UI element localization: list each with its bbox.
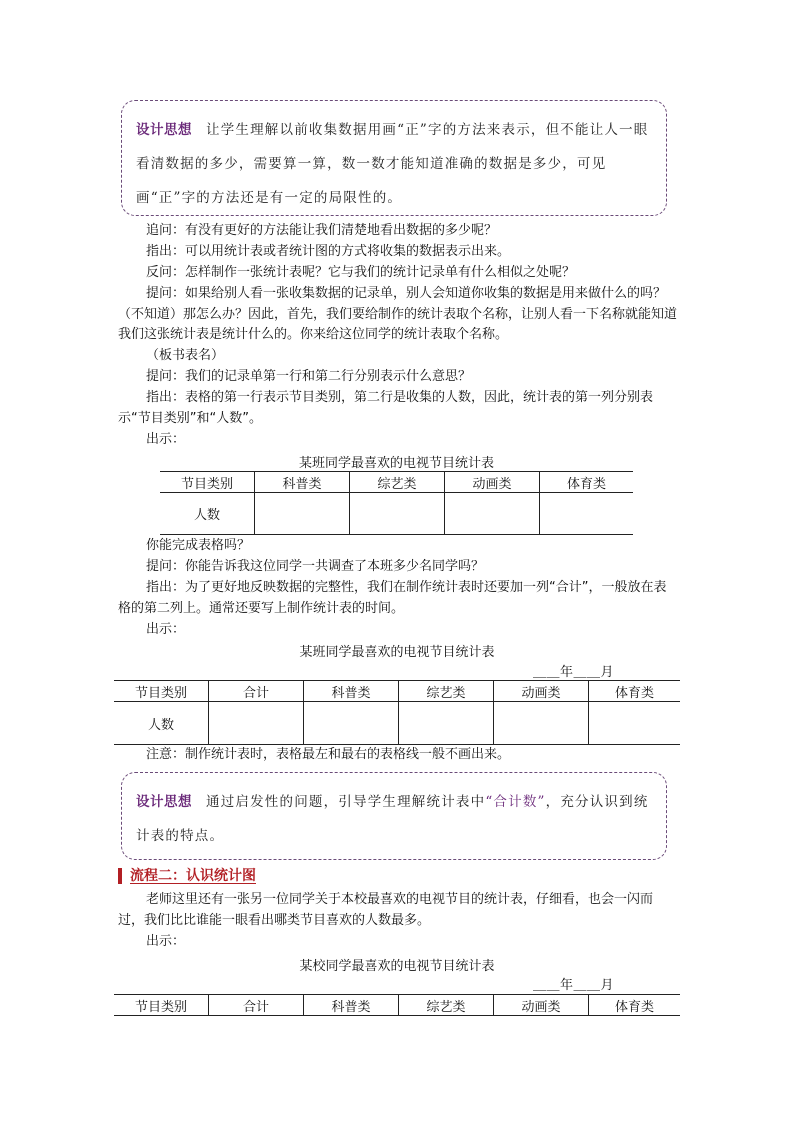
design-note-text: 让学生理解以前收集数据用画“正”字的方法来表示，但不能让人一眼看清数据的多少，需要算一算，数一数才能知道准确的数据是多少，可见画“正”字的方法还是有一定的局限性的。 <box>136 122 649 206</box>
table-cell <box>350 493 445 535</box>
table-row-label: 人数 <box>114 702 209 745</box>
table-header-cell: 体育类 <box>540 472 634 493</box>
table-cell <box>255 493 350 535</box>
statistics-table <box>160 471 633 535</box>
table-cell <box>445 493 540 535</box>
table-header-cell: 科普类 <box>304 995 399 1016</box>
table-header-cell: 科普类 <box>255 472 350 493</box>
paragraph: 注意：制作统计表时，表格最左和最右的表格线一般不画出来。 <box>146 747 511 762</box>
paragraph: 提问：我们的记录单第一行和第二行分别表示什么意思？ <box>146 369 472 384</box>
table-caption: 某班同学最喜欢的电视节目统计表 <box>298 456 494 471</box>
paragraph: 指出：表格的第一行表示节目类别，第二行是收集的人数，因此，统计表的第一列分别表示“节目类别”和“人数”。 <box>118 390 654 426</box>
paragraph: 出示： <box>146 934 186 949</box>
table-header-cell: 节目类别 <box>160 472 255 493</box>
table-cell <box>209 702 304 745</box>
design-note-box <box>121 772 667 860</box>
paragraph: 出示： <box>146 622 186 637</box>
table-header-cell: 合计 <box>209 995 304 1016</box>
table-caption: 某班同学最喜欢的电视节目统计表 <box>299 645 495 660</box>
design-note-tag: 设计思想 <box>136 794 192 810</box>
paragraph: 追问：有没有更好的方法能让我们清楚地看出数据的多少呢？ <box>146 223 498 238</box>
design-note-text: ，充分认识到统计表的特点。 <box>136 794 649 844</box>
section-title: 流程二：认识统计图 <box>130 868 256 884</box>
table-header-cell: 体育类 <box>589 995 681 1016</box>
design-note-box <box>121 100 667 216</box>
design-note-highlight: “合计数” <box>485 794 546 810</box>
table-header-cell: 节目类别 <box>114 995 209 1016</box>
table-row-label: 人数 <box>160 493 255 535</box>
table-header-cell: 综艺类 <box>399 995 494 1016</box>
table-header-cell: 体育类 <box>589 681 681 702</box>
paragraph: 反问：怎样制作一张统计表呢？它与我们的统计记录单有什么相似之处呢？ <box>146 265 576 280</box>
paragraph: 老师这里还有一张另一位同学关于本校最喜欢的电视节目的统计表，仔细看，也会一闪而过，我们比比谁能一眼看出哪类节目喜欢的人数最多。 <box>118 892 654 928</box>
paragraph: 指出：为了更好地反映数据的完整性，我们在制作统计表时还要加一列“合计”，一般放在表格的第二列上。通常还要写上制作统计表的时间。 <box>118 580 667 616</box>
table-header-cell: 综艺类 <box>399 681 494 702</box>
table-cell <box>494 702 589 745</box>
paragraph: 提问：如果给别人看一张收集数据的记录单，别人会知道你收集的数据是用来做什么的吗？（不知道）那怎么办？因此，首先，我们要给制作的统计表取个名称，让别人看一下名称就能知道我们这张统计表是统计什么的。你来给这位同学的统计表取个名称。 <box>118 286 678 342</box>
table-header-cell: 动画类 <box>445 472 540 493</box>
table-header-cell: 节目类别 <box>114 681 209 702</box>
table-cell <box>589 702 681 745</box>
paragraph: 提问：你能告诉我这位同学一共调查了本班多少名同学吗？ <box>146 559 485 574</box>
table-header-cell: 综艺类 <box>350 472 445 493</box>
table-cell <box>540 493 634 535</box>
table-header-cell: 科普类 <box>304 681 399 702</box>
table-header-cell: 动画类 <box>494 681 589 702</box>
table-caption: 某校同学最喜欢的电视节目统计表 <box>299 959 495 974</box>
table-date: ＿＿年＿＿月 <box>533 978 615 993</box>
paragraph: （板书表名） <box>146 348 225 363</box>
statistics-table <box>114 680 680 745</box>
design-note-text: 通过启发性的问题，引导学生理解统计表中 <box>206 794 486 810</box>
statistics-table <box>114 994 680 1016</box>
section-heading <box>118 868 256 884</box>
design-note-tag: 设计思想 <box>136 122 192 138</box>
table-date: ＿＿年＿＿月 <box>533 665 615 680</box>
table-cell <box>399 702 494 745</box>
table-header-cell: 合计 <box>209 681 304 702</box>
table-header-cell: 动画类 <box>494 995 589 1016</box>
paragraph: 出示： <box>146 432 186 447</box>
table-cell <box>304 702 399 745</box>
paragraph: 指出：可以用统计表或者统计图的方式将收集的数据表示出来。 <box>146 244 511 259</box>
paragraph: 你能完成表格吗？ <box>146 538 251 553</box>
